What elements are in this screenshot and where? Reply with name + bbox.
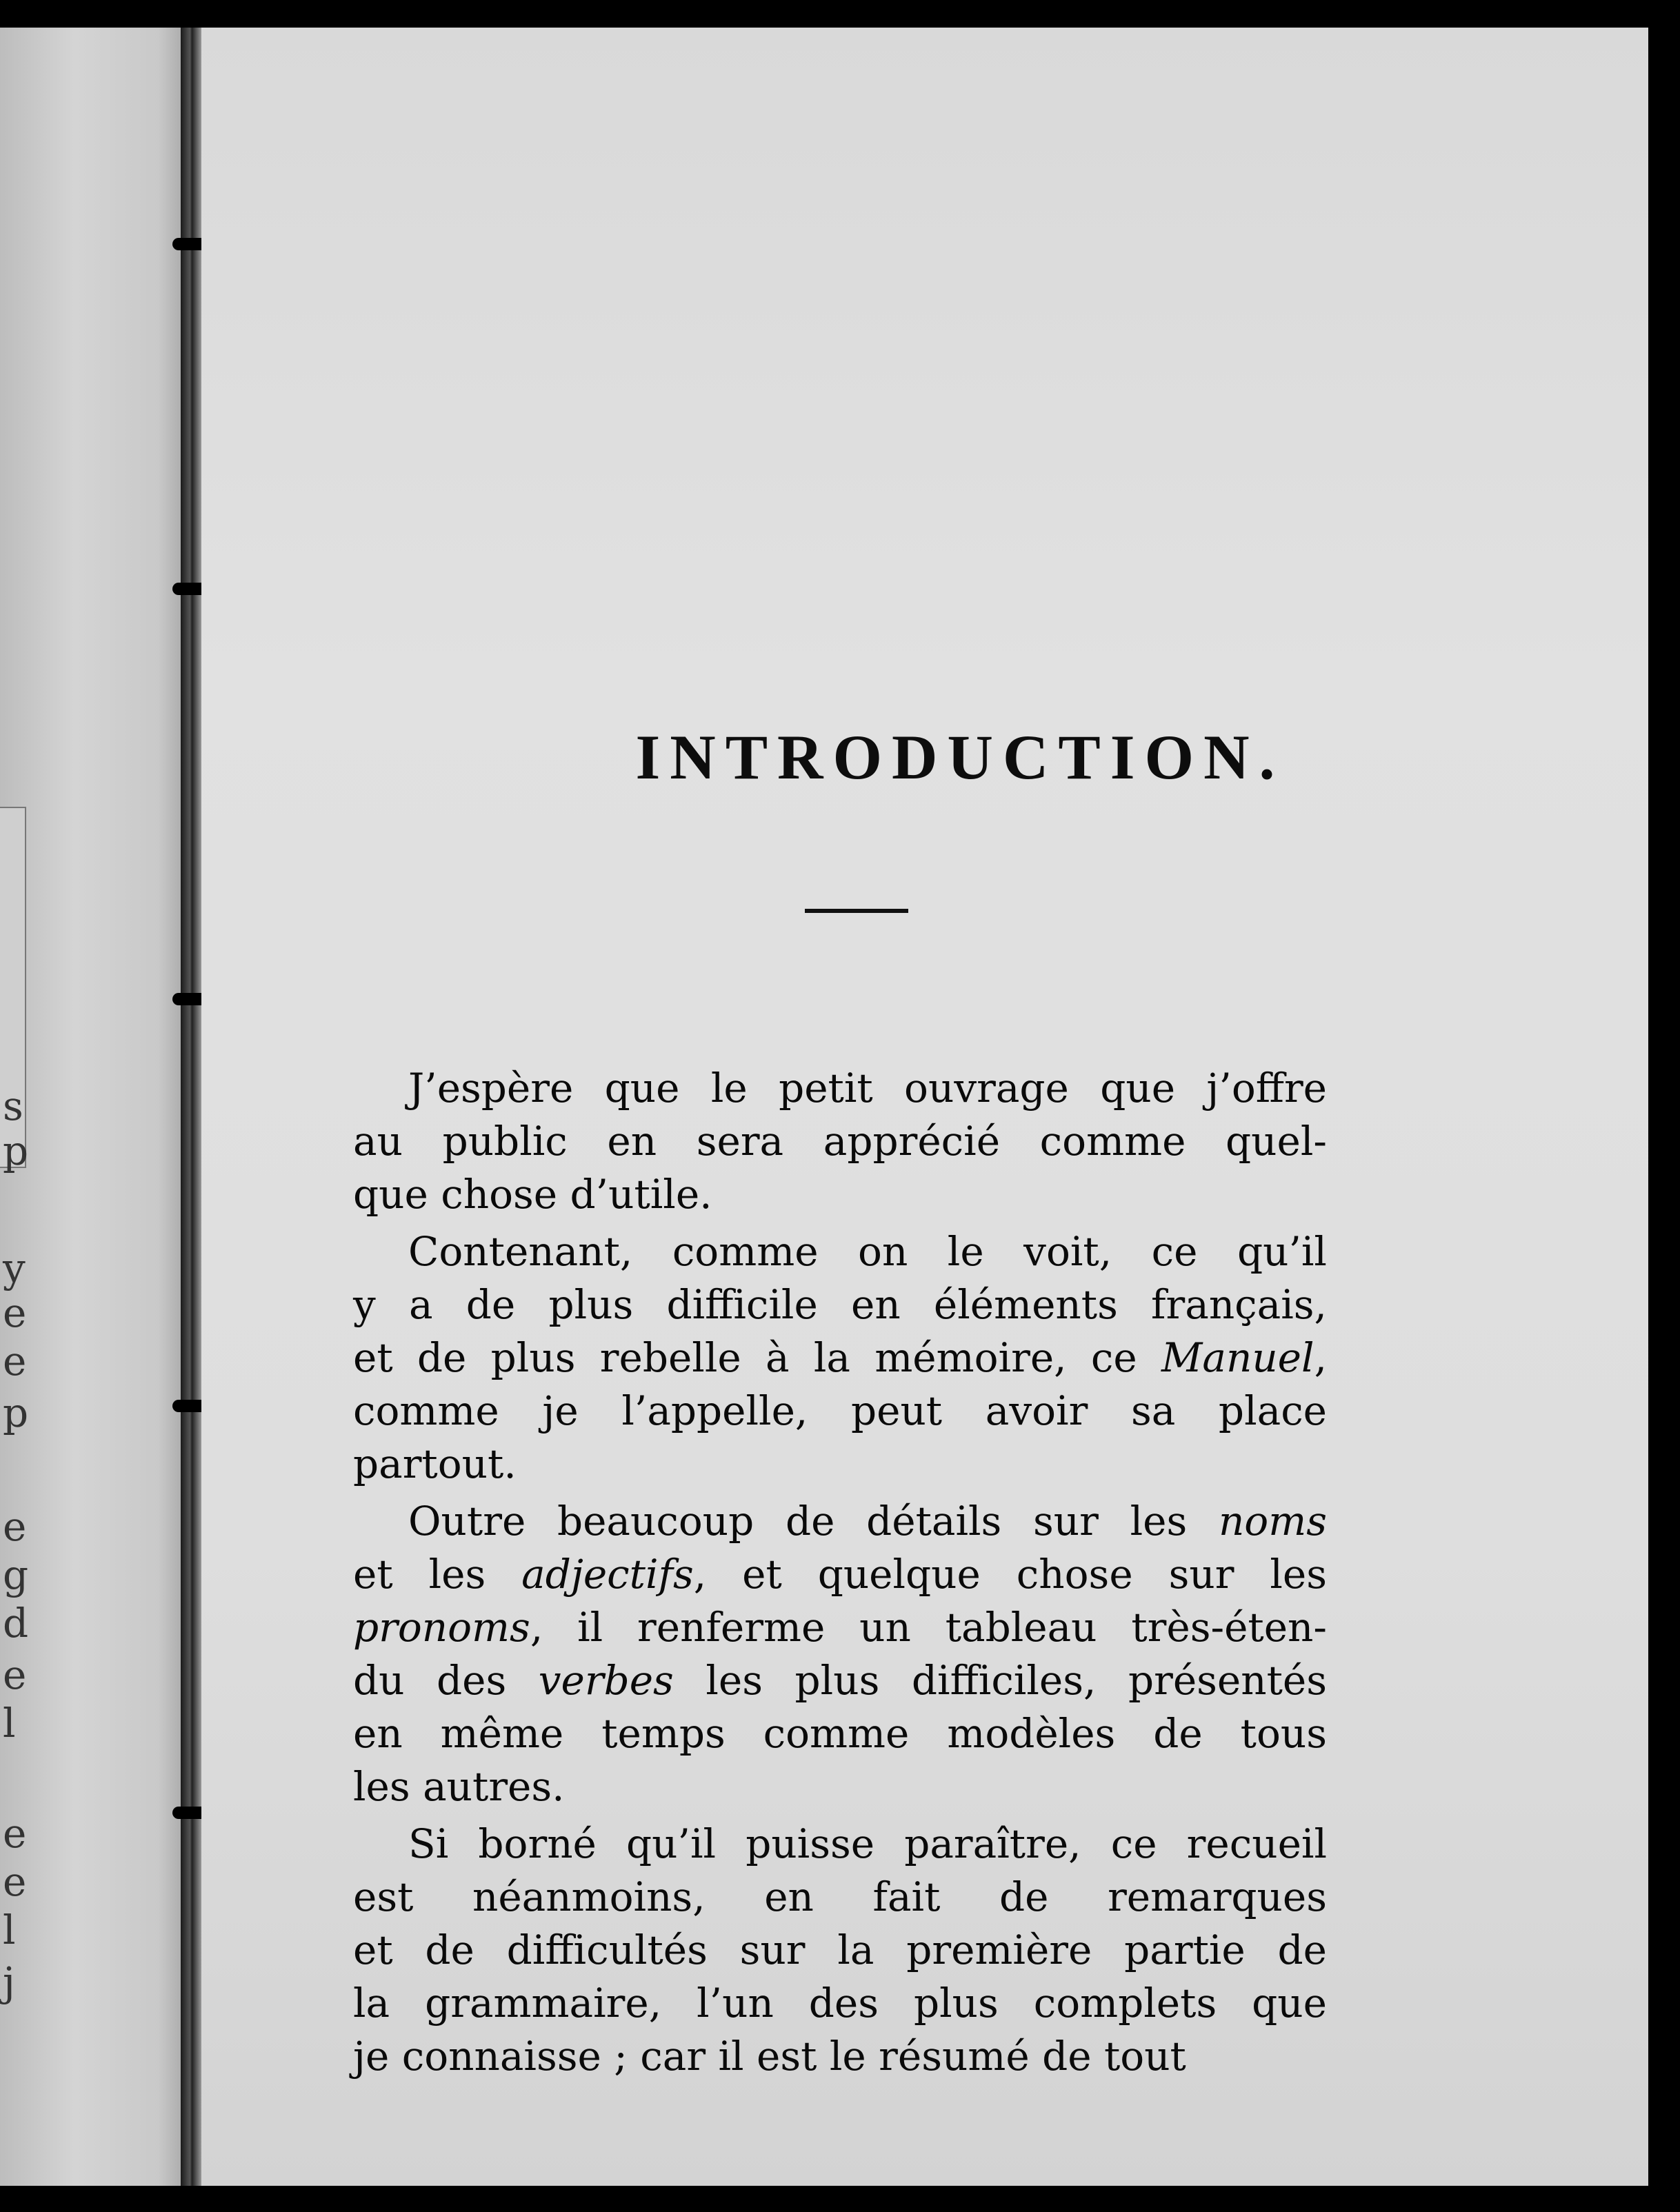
margin-letter: e: [3, 1651, 27, 1698]
text-run: , il renferme un tableau très-éten-: [530, 1604, 1327, 1651]
margin-letter: g: [3, 1551, 29, 1598]
text-run: ,: [1314, 1334, 1327, 1381]
margin-letter: s: [3, 1083, 23, 1129]
previous-page-fragment: [0, 28, 186, 2186]
text-run: du des: [353, 1657, 539, 1704]
text-run: et de plus rebelle à la mémoire, ce: [353, 1334, 1161, 1381]
text-run: comme je l’appelle, peut avoir sa place: [353, 1387, 1327, 1434]
text-run: la grammaire, l’un des plus complets que: [353, 1980, 1327, 2027]
text-line: [353, 1871, 1327, 1924]
text-run: Contenant, comme on le voit, ce qu’il: [408, 1228, 1327, 1275]
text-line: [353, 1115, 1327, 1168]
text-line: [353, 1760, 1327, 1813]
margin-letter: d: [3, 1600, 29, 1647]
italic-term: adjectifs: [521, 1551, 694, 1598]
italic-term: Manuel: [1161, 1334, 1314, 1381]
margin-letter: e: [3, 1338, 27, 1385]
book-page: [201, 28, 1648, 2186]
text-line: [353, 1438, 1327, 1491]
text-line: [353, 1818, 1327, 1871]
margin-letter: e: [3, 1289, 27, 1336]
text-run: et les: [353, 1551, 522, 1598]
introduction-body: [353, 1062, 1327, 2083]
margin-letter: p: [3, 1389, 29, 1436]
text-run: les plus difficiles, présentés: [673, 1657, 1327, 1704]
title-divider-rule: [805, 909, 908, 913]
text-run: et de difficultés sur la première partie de: [353, 1927, 1327, 1973]
margin-letter: e: [3, 1810, 27, 1857]
text-line: [353, 1977, 1327, 2030]
margin-letter: y: [3, 1245, 26, 1291]
margin-letter: e: [3, 1858, 27, 1905]
text-run: est néanmoins, en fait de remarques: [353, 1873, 1327, 1920]
margin-letter: l: [3, 1907, 16, 1953]
text-line: [353, 1062, 1327, 1115]
text-run: que chose d’utile.: [353, 1171, 712, 1218]
italic-term: pronoms: [353, 1604, 530, 1651]
text-run: Si borné qu’il puisse paraître, ce recueil: [408, 1820, 1327, 1867]
text-run: J’espère que le petit ouvrage que j’offre: [408, 1065, 1327, 1112]
text-line: [353, 2030, 1327, 2083]
text-line: [353, 1601, 1327, 1654]
margin-letter: p: [3, 1127, 29, 1174]
text-line: [353, 1278, 1327, 1331]
margin-letter: l: [3, 1700, 16, 1747]
margin-letter: e: [3, 1503, 27, 1550]
text-line: [353, 1168, 1327, 1221]
italic-term: verbes: [538, 1657, 674, 1704]
text-run: Outre beaucoup de détails sur les: [408, 1498, 1219, 1545]
text-run: au public en sera apprécié comme quel-: [353, 1118, 1327, 1165]
text-line: [353, 1654, 1327, 1707]
text-line: [353, 1707, 1327, 1760]
text-run: je connaisse ; car il est le résumé de tout: [353, 2033, 1186, 2080]
book-gutter: [181, 28, 201, 2186]
chapter-title: INTRODUCTION.: [635, 722, 1285, 792]
text-run: , et quelque chose sur les: [693, 1551, 1327, 1598]
text-line: [353, 1385, 1327, 1438]
text-run: partout.: [353, 1440, 517, 1487]
text-run: les autres.: [353, 1763, 565, 1810]
italic-term: noms: [1218, 1498, 1327, 1545]
text-run: en même temps comme modèles de tous: [353, 1710, 1327, 1757]
text-line: [353, 1495, 1327, 1548]
text-line: [353, 1548, 1327, 1601]
margin-letter: j: [3, 1958, 15, 2005]
text-line: [353, 1331, 1327, 1385]
text-line: [353, 1924, 1327, 1977]
text-line: [353, 1225, 1327, 1278]
text-run: y a de plus difficile en éléments français,: [353, 1281, 1327, 1328]
